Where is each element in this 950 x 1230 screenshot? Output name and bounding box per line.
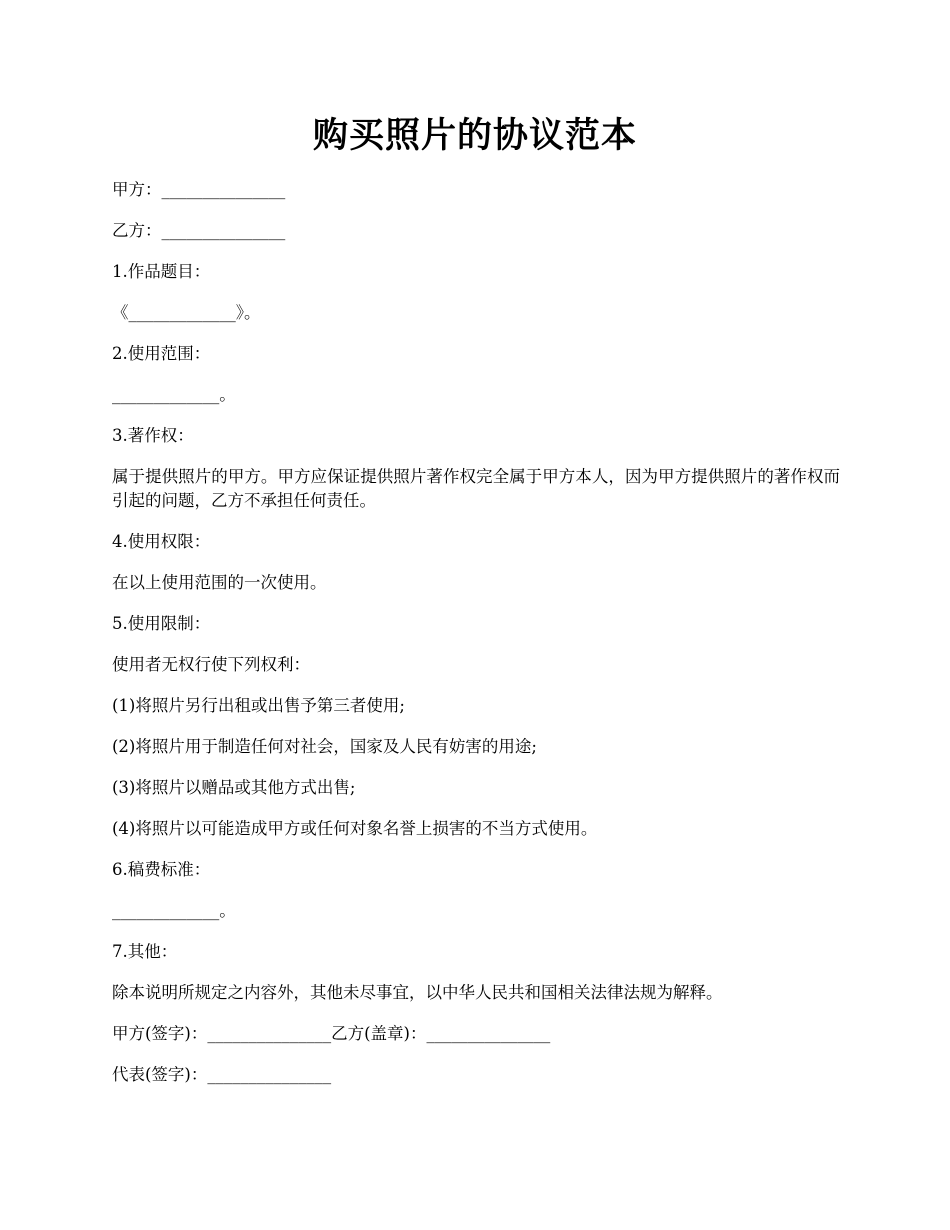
restrictions-intro: 使用者无权行使下列权利： bbox=[112, 655, 310, 674]
restriction-item: (4)将照片以可能造成甲方或任何对象名誉上损害的不当方式使用。 bbox=[112, 819, 598, 838]
usage-rights-paragraph: 在以上使用范围的一次使用。 bbox=[112, 573, 327, 592]
section-heading: 7.其他： bbox=[112, 942, 178, 961]
document-body bbox=[112, 178, 840, 1104]
section-heading: 6.稿费标准： bbox=[112, 860, 211, 879]
document-title: 购买照片的协议范本 bbox=[312, 115, 637, 156]
party-b-line: 乙方：_______________ bbox=[112, 221, 286, 240]
party-a-line: 甲方：_______________ bbox=[112, 180, 286, 199]
section-heading: 3.著作权： bbox=[112, 426, 194, 445]
restriction-item: (3)将照片以赠品或其他方式出售; bbox=[112, 778, 356, 797]
restriction-item: (1)将照片另行出租或出售予第三者使用; bbox=[112, 696, 405, 715]
section-heading: 4.使用权限： bbox=[112, 532, 211, 551]
usage-scope-blank: _____________。 bbox=[112, 385, 236, 404]
section-heading: 2.使用范围： bbox=[112, 344, 211, 363]
other-terms-paragraph: 除本说明所规定之内容外，其他未尽事宜，以中华人民共和国相关法律法规为解释。 bbox=[112, 983, 723, 1002]
representative-signature-line: 代表(签字)：_______________ bbox=[112, 1065, 332, 1084]
fee-blank: _____________。 bbox=[112, 901, 236, 920]
section-heading: 1.作品题目： bbox=[112, 262, 211, 281]
copyright-paragraph: 属于提供照片的甲方。甲方应保证提供照片著作权完全属于甲方本人，因为甲方提供照片的著作权而引起的问题，乙方不承担任何责任。 bbox=[112, 467, 840, 510]
signature-line: 甲方(签字)：_______________乙方(盖章)：_______________ bbox=[112, 1024, 551, 1043]
restriction-item: (2)将照片用于制造任何对社会，国家及人民有妨害的用途; bbox=[112, 737, 537, 756]
work-title-blank: 《_____________》。 bbox=[112, 303, 261, 322]
section-heading: 5.使用限制： bbox=[112, 614, 211, 633]
